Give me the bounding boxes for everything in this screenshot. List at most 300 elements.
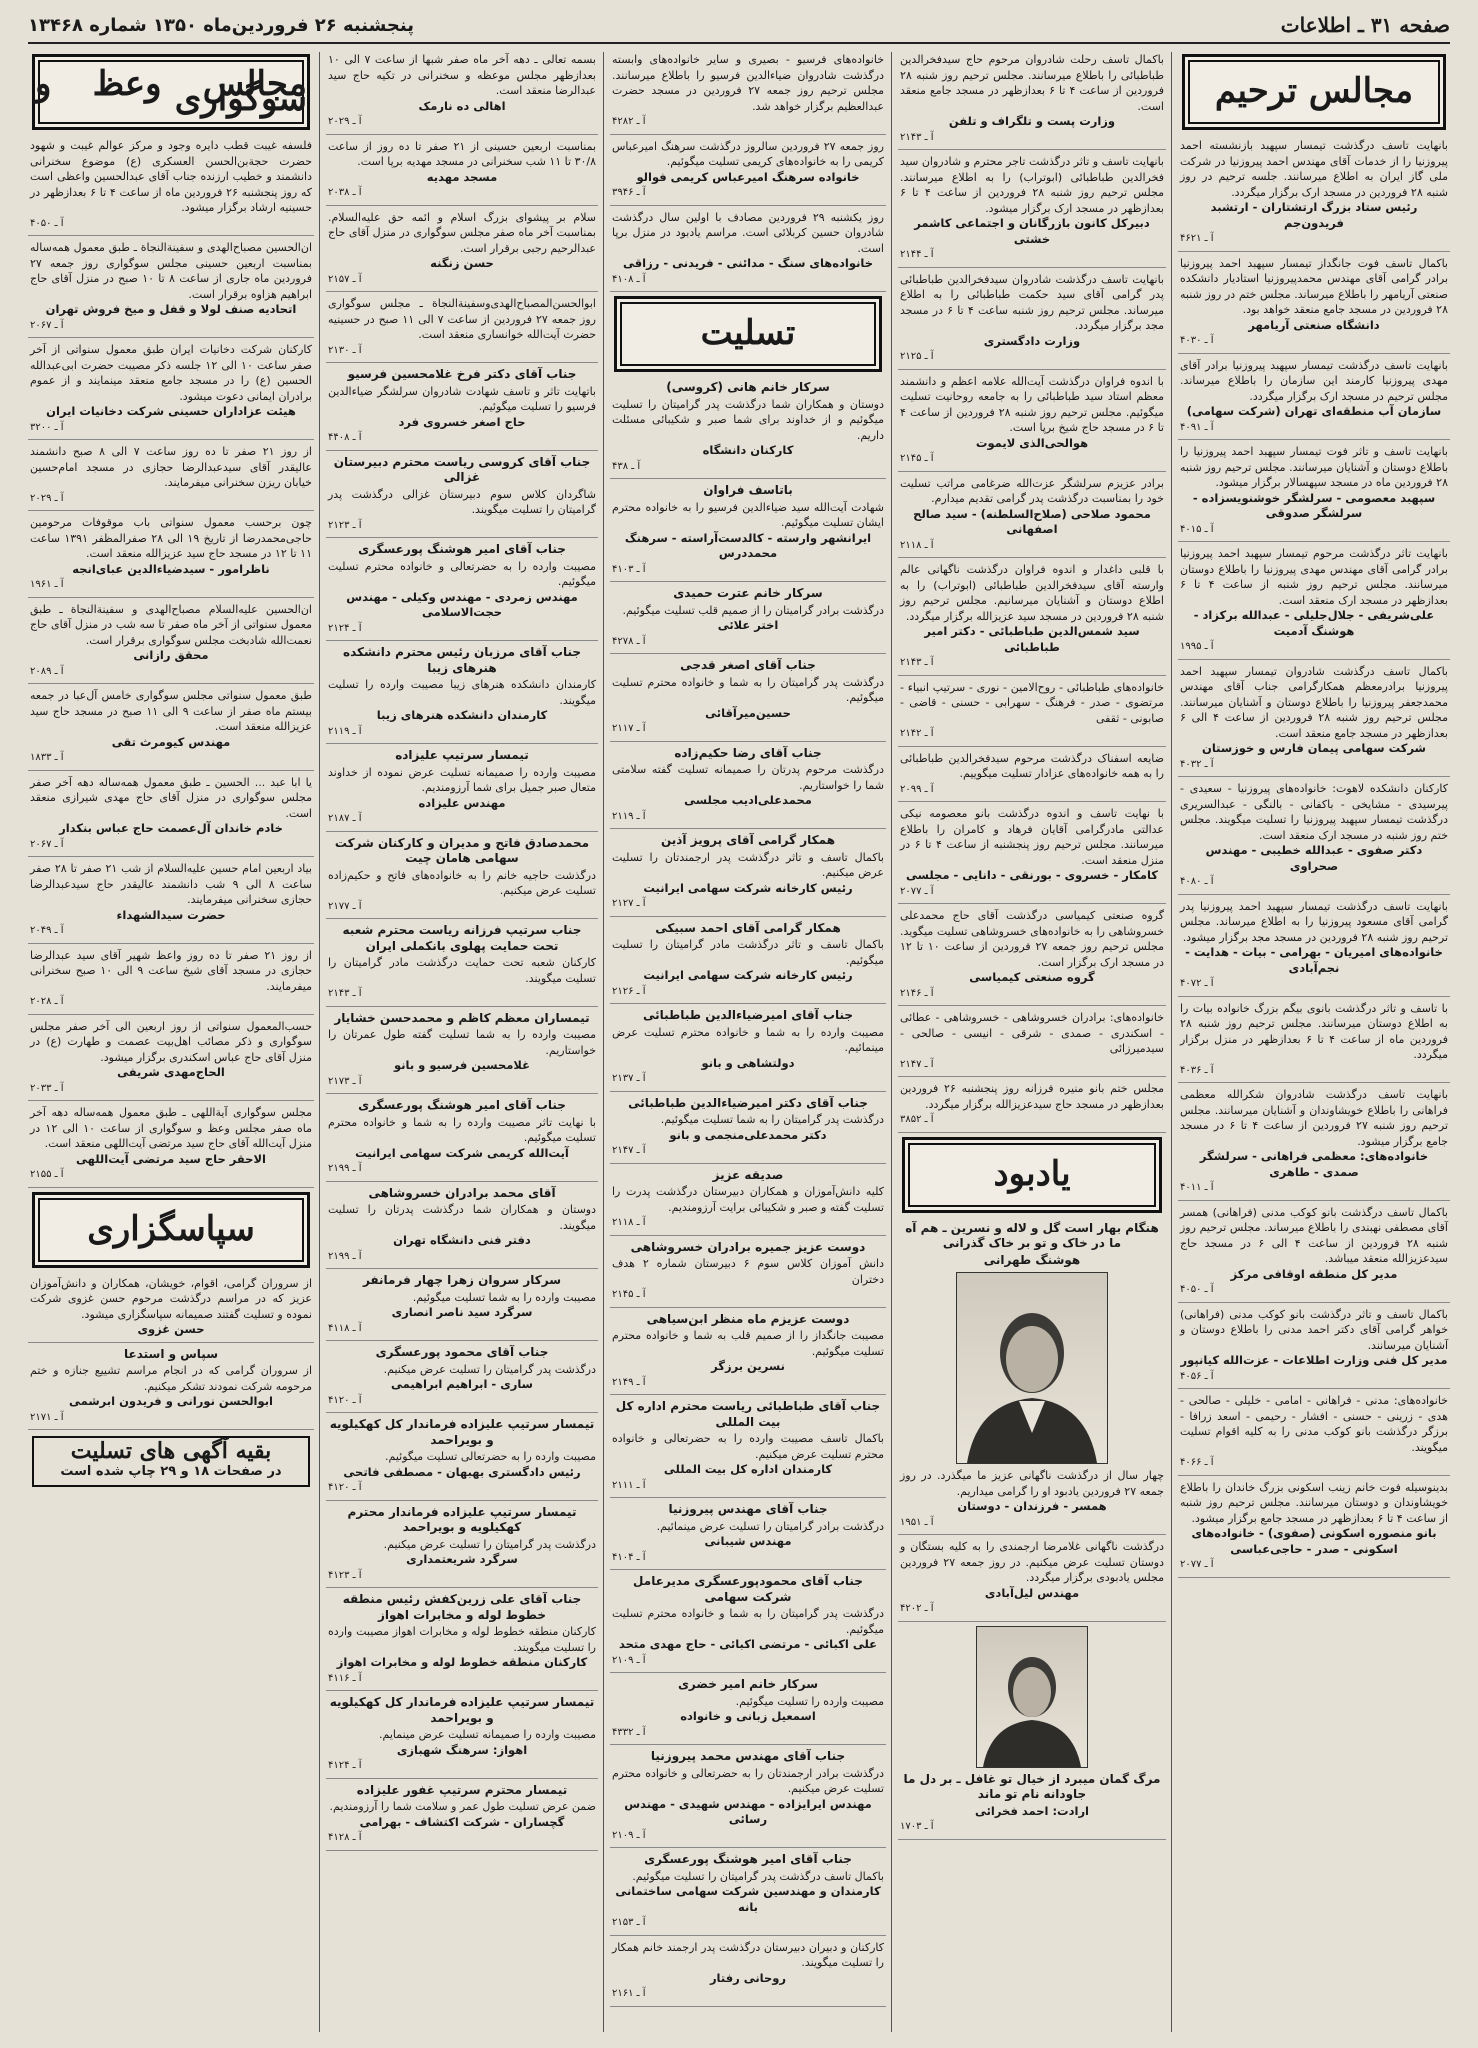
notice-signature: خانواده‌های: معظمی فراهانی - سرلشگر صمدی - طاهری (1199, 1149, 1429, 1179)
notice-item (610, 586, 886, 654)
section-header-thanks: سپاسگزاری (32, 1192, 310, 1268)
notice-body: از سروران گرامی که در انجام مراسم تشییع جنازه و ختم مرحومه شرکت نمودند تشکر میکنیم. (30, 1364, 312, 1393)
column-2 (898, 52, 1166, 2032)
notice-code: آ ـ ۲۰۶۷ (30, 319, 64, 331)
notice-code: آ ـ ۲۱۴۷ (612, 1145, 646, 1156)
notice-body: مجلس ختم بانو منیره فرزانه روز پنجشنبه ۲۶ فروردین بعدازظهر در مسجد حاج سیدعزیزالله برگزار میگردد. (900, 1082, 1164, 1111)
notice-signature: سرگرد شریعتمداری (406, 1552, 518, 1566)
notice-code: آ ـ ۴۱۱۶ (328, 1672, 362, 1684)
notice-signature: محمدعلی‌ادیب مجلسی (684, 793, 812, 807)
notice-body: دوستان و همکاران شما درگذشت پدرتان را تسلیت میگویند. (328, 1203, 596, 1232)
notice-code: آ ـ ۴۱۰۴ (612, 1551, 646, 1563)
notice-item (610, 921, 886, 1005)
notice-code: آ ـ ۴۱۲۳ (328, 1569, 362, 1581)
notice-body: باکمال تاسف درگذشت شادروان تیمسار سپهبد احمد پیروزنیا برادرمعظم همکارگرامی جناب آقای مهندس محمدجعفر پیروزنیا را باطلاع دوستان و آشنایان میرسانند. مجلس ترحیم روز شنبه ۲۸ فروردین از ساعت ۴ الی ۶ بعدازظهر در مسجد جامع منعقد است. (1180, 664, 1448, 740)
column-memorials (1178, 52, 1450, 2032)
notice-item (898, 154, 1166, 268)
notice-signature: کارکنان منطقه خطوط لوله و مخابرات اهواز (336, 1655, 588, 1669)
notice-title: جناب آقای امیر هوشنگ پورعسگری (358, 542, 566, 556)
notice-body: مصیبت جانگداز را از صمیم قلب به شما و خانواده محترم تسلیت میگوئیم. (612, 1329, 884, 1358)
remembrance-notice (898, 1626, 1166, 1840)
continued-subtitle: در صفحات ۱۸ و ۲۹ چاپ شده است (60, 1463, 282, 1479)
notice-item (898, 562, 1166, 676)
notice-code: آ ـ ۲۰۳۸ (328, 187, 362, 198)
notice-code: آ ـ ۲۱۱۹ (328, 725, 362, 737)
notice-signature: ساری - ابراهیم ابراهیمی (391, 1377, 533, 1391)
notice-body: درگذشت پدر گرامیتان را به شما و خانواده محترم تسلیت میگوئیم. (612, 675, 884, 704)
notice-title: دوست عزیز جمیره برادران خسروشاهی (630, 1239, 866, 1254)
notice-item (610, 746, 886, 830)
notice-title: جناب آقای علی زرین‌کفش رئیس منطقه خطوط لوله و مخابرات اهواز (342, 1592, 582, 1622)
notice-body: بدینوسیله فوت خانم زینب اسکونی بزرگ خاندان را باطلاع خویشاوندان و دوستان میرسانند. مجلس ترحیم روز شنبه از ساعت ۴ تا ۶ بعدازظهر در مسجد جامع برگزار میشود. (1180, 1480, 1448, 1525)
notice-signature: اتحادیه صنف لولا و قفل و میخ فروش تهران (45, 302, 297, 316)
notice-signature: حسن غزوی (137, 1322, 205, 1336)
notice-code: آ ـ ۲۱۹۹ (328, 1250, 362, 1262)
notice-code: آ ـ ۲۱۱۹ (612, 810, 646, 822)
notice-code: آ ـ ۴۰۳۲ (1180, 758, 1214, 770)
notice-code: آ ـ ۴۱۰۸ (612, 273, 646, 285)
notice-code: آ ـ ۴۳۸ (612, 460, 641, 472)
notice-list (28, 138, 314, 1188)
notice-code: آ ـ ۴۱۲۰ (328, 1394, 362, 1406)
notice-body: درگذشت برادر گرامیتان را از صمیم قلب تسلیت میگوئیم. (622, 603, 884, 617)
notice-list (610, 52, 886, 292)
notice-body: بانهایت تاسف درگذشت شادروان سیدفخرالدین طباطبائی پدر گرامی آقای سید حکمت طباطبائی را به اطلاع میرساند. مجلس ترحیم روز شنبه ساعت ۴ تا ۶ در مسجد مجد برگزار میگردد. (900, 272, 1164, 332)
notice-item (1178, 1001, 1450, 1084)
notice-body: کلیه دانش‌آموزان و همکاران دبیرستان درگذشت پدرت را تسلیت گفته و صبر و شکیبائی برایت آرزومندیم. (612, 1185, 884, 1214)
notice-signature: خانواده‌های سنگ - مدائنی - فریدنی - رزاقی (622, 256, 874, 270)
notice-item (610, 380, 886, 479)
notice-signature: مسجد مهدیه (426, 169, 498, 184)
notice-body: مصیبت وارده را تسلیت میگوئیم. (735, 1694, 884, 1708)
notice-body: باکمال تاسف مصیبت وارده را به حضرتعالی و خانواده محترم تسلیت عرض میکنیم. (612, 1432, 884, 1461)
notice-item (898, 1010, 1166, 1077)
notice-body: چون برحسب معمول سنواتی باب موقوفات مرحومین حاجی‌محمدرضا از تاریخ ۱۹ الی ۲۸ صفرالمظفر ۱۳۹۱ ساعت ۱۱ تا ۱۲ در مسجد حاج سید عزیزالله منعقد است. (30, 516, 312, 560)
remembrance-code: آ ـ ۱۹۵۱ (900, 1516, 934, 1528)
notice-body: کارکنان منطقه خطوط لوله و مخابرات اهواز مصیبت وارده را تسلیت میگویند. (328, 1625, 596, 1654)
notice-item (28, 1276, 314, 1343)
notice-body: مصیبت وارده را صمیمانه تسلیت عرض مینمایم. (379, 1728, 596, 1741)
remembrance-notice (898, 1539, 1166, 1622)
notice-title: تیمساران معظم کاظم و محمدحسن خشایار (334, 1010, 590, 1025)
notice-title: تیمسار سرتیپ علیزاده فرماندار محترم کهکیلویه و بویراحمد (347, 1504, 577, 1534)
notice-item (898, 374, 1166, 472)
notice-signature: بانو منصوره اسکونی (صفوی) - خانواده‌های اسکونی - صدر - حاجی‌عباسی (1191, 1526, 1437, 1556)
masthead (28, 8, 1450, 44)
notice-signature: محقق رازانی (133, 648, 209, 662)
notice-code: آ ـ ۲۱۱۸ (612, 1217, 646, 1228)
notice-body: بانهایت تاسف و تاثر فوت تیمسار سپهبد احمد پیروزنیا را باطلاع دوستان و آشنایان میرسانند. مجلس ترحیم روز شنبه ۲۸ فروردین ماه در مسجد سپهسالار برگزار میشود. (1180, 445, 1448, 489)
notice-item (326, 542, 598, 641)
notice-signature: اهواز: سرهنگ شهبازی (396, 1742, 528, 1757)
notice-title: تیمسار محترم سرتیپ غفور علیزاده (356, 1782, 568, 1797)
remembrance-sign: همسر - فرزندان - دوستان (957, 1499, 1107, 1513)
notice-code: آ ـ ۴۱۱۸ (328, 1322, 362, 1334)
notice-code: آ ـ ۳۲۰۰ (30, 421, 64, 433)
notice-signature: هوالحی‌الذی لایموت (975, 435, 1089, 450)
notice-code: آ ـ ۲۱۵۵ (30, 1169, 64, 1180)
notice-signature: مدیر کل منطقه اوقافی مرکز (1230, 1266, 1398, 1281)
notice-item (898, 908, 1166, 1006)
notice-code: آ ـ ۲۱۷۷ (328, 900, 362, 912)
notice-item (326, 367, 598, 451)
notice-title: همکار گرامی آقای احمد سبیکی (655, 920, 841, 935)
notice-code: آ ـ ۲۱۹۹ (328, 1163, 362, 1174)
notice-title: جناب آقای کروسی ریاست محترم دبیرستان غزالی (333, 454, 591, 484)
notice-title: جناب آقای رضا حکیم‌زاده (674, 745, 822, 760)
notice-body: روز جمعه ۲۷ فروردین سالروز درگذشت سرهنگ امیرعباس کریمی را به خانواده‌های کریمی تسلیت میگوئیم. (612, 139, 884, 168)
notice-code: آ ـ ۴۰۵۶ (1180, 1370, 1214, 1382)
notice-code: آ ـ ۴۱۰۳ (612, 563, 646, 575)
notice-signature: کامکار - خسروی - بورنقی - دانایی - مجلسی (906, 868, 1158, 882)
notice-code: آ ـ ۲۰۲۸ (30, 996, 64, 1007)
notice-item (326, 210, 598, 293)
notice-code: آ ـ ۲۰۲۹ (30, 492, 64, 504)
notice-item (1178, 138, 1450, 252)
notice-title: جناب آقای طباطبائی ریاست محترم اداره کل بیت المللی (615, 1399, 881, 1429)
notice-item (28, 1019, 314, 1102)
column-divider (603, 52, 604, 2032)
notice-item (326, 645, 598, 744)
notice-code: آ ـ ۴۴۰۸ (328, 432, 362, 443)
notice-item (898, 751, 1166, 803)
notice-item (28, 688, 314, 771)
notice-signature: روحانی رفتار (709, 1970, 787, 1985)
notice-item (610, 1399, 886, 1498)
notice-title: جناب آقای مهندس پیروزنیا (668, 1502, 828, 1516)
notice-body: برادر عزیزم سرلشگر عزت‌الله ضرغامی مراتب تسلیت خود را بمناسبت درگذشت پدر گرامی تقدیم میدارم. (900, 476, 1164, 505)
portrait-photo (976, 1626, 1088, 1768)
notice-body: باکمال تاسف و تاثر درگذشت مادر گرامیتان را تسلیت میگوئیم. (612, 938, 884, 967)
notice-signature: الحاج‌مهدی شریفی (117, 1065, 225, 1079)
notice-body: ان‌الحسین علیه‌السلام مصباح‌الهدی و سفینة‌النجاة ـ طبق معمول سنواتی از آخر ماه صفر تا سه شب در منزل آقای حاج نعمت‌الله شادبخت مجلس سوگواری برقرار است. (30, 602, 312, 647)
notice-item (326, 1345, 598, 1413)
notice-body: دوستان و همکاران شما درگذشت پدر گرامیتان را تسلیت میگوئیم و از خداوند برای شما صبر و شکیبائی مسئلت داریم. (612, 397, 884, 442)
notice-code: آ ـ ۳۹۴۶ (612, 187, 646, 198)
notice-code: آ ـ ۲۰۴۹ (30, 925, 64, 936)
notice-signature: دانشگاه صنعتی آریامهر (1248, 317, 1380, 332)
remembrance-poem: هنگام بهار است گل و لاله و نسرین ـ هم آه ما در خاک و تو بر خاک گذرانی (905, 1220, 1159, 1250)
notice-list (1178, 138, 1450, 1578)
notice-signature: خادم خاندان آل‌عصمت حاج عباس بنکدار (59, 821, 283, 835)
notice-title: جناب آقای محمود پورعسگری (375, 1345, 549, 1359)
notice-item (28, 515, 314, 598)
notice-item (610, 1168, 886, 1236)
notice-item (326, 455, 598, 539)
notice-code: آ ـ ۴۲۸۲ (612, 116, 646, 127)
notice-item (610, 1502, 886, 1570)
notice-body: درگذشت مرحوم پدرتان را صمیمانه تسلیت گفته سلامتی شما را خواستاریم. (612, 763, 884, 792)
notice-item (898, 52, 1166, 150)
notice-signature: دکتر صفوی - عبدالله خطیبی - مهندس صحراوی (1205, 843, 1423, 873)
notice-signature: سرگرد سید ناصر انصاری (391, 1305, 533, 1319)
notice-item (610, 1677, 886, 1745)
notice-code: آ ـ ۴۰۵۰ (1180, 1284, 1214, 1295)
notice-item (610, 52, 886, 135)
notice-body: از سروران گرامی، اقوام، خویشان، همکاران و دانش‌آموزان عزیز که در مراسم درگذشت مرحوم حسن غزوی شرکت نموده و تسلیت گفتند صمیمانه سپاسگزاری میشود. (30, 1276, 312, 1321)
notice-body: درگذشت پدر گرامیتان را تسلیت عرض میکنیم. (383, 1537, 596, 1551)
section-header-condolence: تسلیت (614, 296, 882, 372)
notice-body: ضایعه اسفناک درگذشت مرحوم سیدفخرالدین طباطبائی را به همه خانواده‌های عزادار تسلیت میگوییم. (900, 751, 1164, 780)
notice-code: آ ـ ۱۹۹۵ (1180, 641, 1214, 652)
notice-signature: حضرت سیدالشهداء (116, 907, 226, 922)
notice-item (1178, 1205, 1450, 1303)
notice-signature: ابوالحسن نورانی و فریدون ابرشمی (69, 1394, 273, 1408)
notice-item (610, 139, 886, 206)
notice-signature: حاج اصغر خسروی فرد (398, 414, 526, 429)
notice-body: بانهایت تاثر درگذشت مرحوم تیمسار سپهبد احمد پیروزنیا برادر گرامی آقای مهندس مهدی پیروزنیا را باطلاع دوستان میرسانند. مجلس ترحیم روز شنبه از ساعت ۴ تا ۶ بعدازظهر در مسجد ارک منعقد است. (1180, 547, 1448, 607)
notice-body: حسب‌المعمول سنواتی از روز اربعین الی آخر صفر مجلس سوگواری و ذکر مصائب اهل‌بیت عصمت و طهارت (ع) در منزل آقای حاج عباس اسکندری برگزار میشود. (30, 1019, 312, 1064)
notice-signature: هیئت عزاداران حسینی شرکت دخانیات ایران (46, 404, 296, 418)
notice-title: جناب آقای دکتر فرخ غلامحسین فرسیو (347, 367, 577, 381)
notice-code: آ ـ ۴۲۷۸ (612, 635, 646, 647)
notice-item (326, 139, 598, 206)
notice-code: آ ـ ۲۱۳۷ (612, 1073, 646, 1084)
notice-item (326, 1098, 598, 1182)
notice-code: آ ـ ۴۳۳۲ (612, 1726, 646, 1738)
notice-item (326, 296, 598, 363)
notice-signature: دولتشاهی و بانو (701, 1055, 795, 1070)
notice-item (1178, 664, 1450, 778)
notice-signature: حسین‌میرآقائی (705, 705, 791, 720)
notice-body: روز یکشنبه ۲۹ فروردین مصادف با اولین سال درگذشت شادروان حسین کربلائی است. مراسم یادبود در منزل برپا است. (612, 210, 884, 255)
notice-item (898, 476, 1166, 559)
notice-item (28, 1347, 314, 1431)
notice-title: آقای محمد برادران خسروشاهی (368, 1185, 556, 1200)
remembrance3-sign: ارادت: احمد فخرائی (974, 1803, 1090, 1818)
column-divider (891, 52, 892, 2032)
notice-body: بانهایت تاسف درگذشت تیمسار سپهبد احمد پیروزنیا پدر گرامی آقای مسعود پیروزنیا را به اطلاع میرساند. مجلس ترحیم روز شنبه ۲۸ فروردین در مسجد مجد برگزار میشود. (1180, 899, 1448, 944)
notice-code: آ ـ ۲۱۴۵ (612, 1289, 646, 1300)
notice-body: باکمال تاسف و تاثر درگذشت بانو کوکب مدنی (فراهانی) خواهر گرامی آقای دکتر احمد مدنی را باطلاع دوستان و آشنایان میرسانند. (1180, 1307, 1448, 1352)
notice-item (326, 1186, 598, 1270)
remembrance3-code: آ ـ ۱۷۰۳ (900, 1821, 934, 1832)
remembrance2-code: آ ـ ۴۲۰۲ (900, 1603, 934, 1614)
notice-code: آ ـ ۲۱۴۲ (900, 728, 934, 739)
notice-code: آ ـ ۱۸۳۳ (30, 752, 64, 763)
notice-item (326, 748, 598, 832)
notice-item (610, 483, 886, 582)
condolence-list (610, 380, 886, 2007)
notice-code: آ ـ ۲۱۱۸ (900, 539, 934, 551)
notice-body: باکمال تاسف رحلت شادروان مرحوم حاج سیدفخرالدین طباطبائی را باطلاع میرسانند. مجلس ترحیم روز شنبه ۲۸ فروردین از ساعت ۴ تا ۶ بعدازظهر در مسجد جامع منعقد است. (900, 53, 1165, 113)
notice-signature: مهندس زمردی - مهندس وکیلی - مهندس حجت‌الاسلامی (346, 589, 578, 619)
notice-item (610, 210, 886, 293)
notice-signature: علی اکبائی - مرتضی اکبائی - حاج مهدی متحد (618, 1637, 878, 1651)
notice-code: آ ـ ۴۰۶۶ (1180, 1457, 1214, 1468)
notice-signature: اهالی ده نارمک (418, 98, 506, 113)
notice-body: کارکنان دانشکده لاهوت: خانواده‌های پیروزنیا - سعیدی - پیرسیدی - مشایخی - باکفانی - بالنگی - عبدالسریری درگذشت تیمسار سپهبد پیروزنیا را تسلیت میگویند. مجلس ختم روز شنبه در مسجد ارک منعقد است. (1180, 782, 1448, 842)
notice-code: آ ـ ۲۱۵۳ (612, 1917, 646, 1928)
section-header-remembrance: یادبود (902, 1137, 1162, 1213)
notice-signature: خانواده‌های امیریان - بهرامی - بیات - هدایت - نجم‌آبادی (1185, 945, 1443, 975)
notice-item (28, 948, 314, 1015)
notice-signature: کارکنان دانشگاه (702, 443, 794, 457)
notice-item (28, 138, 314, 236)
notice-signature: ناظرامور - سیدضیاءالدین عبای‌انجه (72, 561, 270, 576)
notice-signature: رئیس ستاد بزرگ ارتشتاران - ارتشبد فریدون‌جم (1210, 200, 1418, 230)
notice-body: بمناسبت اربعین حسینی از ۲۱ صفر تا ده روز از ساعت ۳۰/۸ تا ۱۱ شب سخنرانی در مسجد مهدیه برپا است. (328, 139, 597, 168)
notice-code: آ ـ ۴۰۳۶ (1180, 1064, 1214, 1076)
remembrance2-sign: مهندس لیل‌آبادی (984, 1585, 1080, 1600)
notice-code: آ ـ ۴۶۲۱ (1180, 233, 1214, 244)
notice-item (898, 806, 1166, 904)
notice-item (1178, 781, 1450, 895)
notice-body: ضمن عرض تسلیت طول عمر و سلامت شما را آرزومندیم. (329, 1800, 596, 1813)
notice-body: درگذشت پدر گرامیتان را به شما و خانواده محترم تسلیت میگوئیم. (612, 1607, 884, 1636)
notice-body: کارکنان شرکت دخانیات ایران طبق معمول سنواتی از آخر صفر ساعت ۱۰ الی ۱۲ جلسه ذکر مصیبت حضرت ابی‌عبدالله الحسین (ع) را در مسجد جامع منعقد مینمایند و از عموم برادران ایمانی دعوت میشود. (30, 343, 312, 403)
notice-signature: دبیرکل کانون بازرگانان و اجتماعی کاشمر خشتی (914, 216, 1150, 246)
remembrance-notice (898, 1221, 1166, 1536)
notice-signature: وزارت پست و تلگراف و تلفن (948, 114, 1116, 128)
notice-item (28, 602, 314, 685)
notice-title: محمدصادق فاتح و مدیران و کارکنان شرکت سهامی هامان چیت (334, 835, 590, 865)
notice-code: آ ـ ۲۱۶۱ (612, 1988, 646, 1999)
notice-code: آ ـ ۴۰۹۱ (1180, 421, 1214, 433)
continued-notice (32, 1436, 310, 1487)
notice-code: آ ـ ۲۱۲۳ (328, 519, 362, 531)
notice-item (898, 680, 1166, 747)
notice-item (898, 1081, 1166, 1133)
notice-body: یا ابا عبد ... الحسین ـ طبق معمول همه‌ساله دهه آخر صفر مجلس سوگواری در منزل آقای حاج مهدی شیرازی منعقد است. (30, 775, 312, 820)
notice-signature: گچساران - شرکت اکتشاف - بهرامی (359, 1814, 565, 1829)
notice-body: بانهایت تاسف درگذشت تیمسار سپهبد پیروزنیا برادر آقای مهدی پیروزنیا کارمند این سازمان را باطلاع میرساند. مجلس ترحیم در مسجد ارک برگزار میگردد. (1180, 358, 1448, 403)
notice-code: آ ـ ۲۱۲۷ (612, 898, 646, 909)
notice-code: آ ـ ۲۱۴۵ (900, 453, 934, 464)
notice-body: باتهایت تاثر و تاسف شهادت شادروان سرلشگر ضیاءالدین فرسیو را تسلیت میگوئیم. (328, 384, 596, 413)
notice-title: سرکار خانم عترت حمیدی (673, 586, 823, 600)
notice-signature: دفتر فنی دانشگاه تهران (393, 1233, 531, 1247)
notice-body: فلسفه غیبت قطب دایره وجود و مرکز عوالم غیبت و شهود حضرت حجة‌بن‌الحسن العسکری (ع) موضوع سخنرانی دانشمند و خطیب ارزنده جناب آقای عبدالحسین واعظی است که روز پنجشنبه ۲۶ فروردین ماه از ساعت ۴ تا ۶ بعدازظهر در حسینیه ارشاد برگزار میشود. (30, 139, 313, 214)
notice-title: سرکار خانم هانی (کروسی) (666, 380, 830, 394)
notice-body: بسمه تعالی ـ دهه آخر ماه صفر شبها از ساعت ۷ الی ۱۰ بعدازظهر مجلس موعظه و سخنرانی در تکیه حاج سید عبدالرضا منعقد است. (328, 53, 596, 97)
column-sermons (28, 52, 314, 2032)
remembrance3-poem: مرگ گمان میبرد از خیال تو غافل ـ بر دل ما جاودانه نام تو ماند (903, 1771, 1161, 1801)
notice-body: درگذشت برادر ارجمندتان را به حضرتعالی و خانواده محترم تسلیت عرض میکنیم. (612, 1766, 884, 1795)
notice-code: آ ـ ۲۱۱۱ (612, 1479, 646, 1491)
notice-signature: رئیس دادگستری بهبهان - مصطفی فاتحی (343, 1464, 581, 1479)
notice-signature: خانواده سرهنگ امیرعباس کریمی فوالو (636, 169, 860, 184)
notice-body: گروه صنعتی کیمیاسی درگذشت آقای حاج محمدعلی خسروشاهی را به خانواده‌های خسروشاهی تسلیت میگوید. مجلس ترحیم روز جمعه ۲۷ فروردین از ساعت ۱۰ تا ۱۲ در مسجد ارک برگزار است. (900, 909, 1165, 969)
notice-body: با اندوه فراوان درگذشت آیت‌الله علامه اعظم و دانشمند معظم استاد سید طباطبائی را به جامعه روحانیت تسلیت میگوئیم. مجلس ترحیم روز شنبه ۲۸ فروردین از ساعت ۴ تا ۶ در مسجد حاج شیخ برپا است. (900, 374, 1164, 434)
notice-body: کارمندان دانشکده هنرهای زیبا مصیبت وارده را تسلیت میگویند. (328, 678, 596, 707)
notice-signature: محمود صلاحی (صلاح‌السلطنه) - سید صالح اصفهانی (913, 506, 1151, 536)
notice-body: خانواده‌های فرسیو - بصیری و سایر خانواده‌های وابسته درگذشت شادروان ضیاءالدین فرسیو را باطلاع میرسانند. مجلس ترحیم روز جمعه ۲۷ فروردین در مسجد حضرت عبدالعظیم برگزار خواهد شد. (612, 53, 885, 113)
column-divider (319, 52, 320, 2032)
notice-code: آ ـ ۴۰۵۰ (30, 217, 64, 229)
notice-title: تیمسار سرتیپ علیزاده (395, 748, 529, 762)
notice-signature: سپهبد معصومی - سرلشگر خوشنویسزاده - سرلشگر صدوقی (1192, 490, 1436, 520)
notice-signature: غلامحسین فرسیو و بانو (394, 1058, 530, 1072)
notice-signature: ایرانشهر وارسته - کالدست‌آراسته - سرهنگ محمددرس (624, 530, 872, 560)
notice-code: آ ـ ۲۱۴۷ (900, 1058, 934, 1070)
column-4 (326, 52, 598, 2032)
notice-body: باکمال تاسف و تاثر درگذشت پدر ارجمندتان را تسلیت عرض میکنیم. (612, 850, 884, 879)
notice-title: صدیقه عزیز (712, 1167, 784, 1182)
notice-signature: مهندس کیومرث تقی (111, 734, 231, 749)
notice-body: از روز ۲۱ صفر تا ده روز واعظ شهیر آقای سید عبدالرضا حجازی در مسجد آقای شیخ ساعت ۹ الی ۱۰ صبح سخنرانی میفرمایند. (30, 948, 312, 993)
notice-item (610, 1940, 886, 2007)
notice-signature: رئیس کارخانه شرکت سهامی ایرانیت (643, 968, 853, 982)
notice-title: جناب آقای دکتر امیرضیاءالدین طباطبائی (628, 1095, 868, 1110)
notice-title: تیمسار سرتیپ علیزاده فرماندار کل کهکیلویه و بویراحمد (329, 1695, 595, 1725)
notice-item (610, 658, 886, 742)
notice-signature: دکتر محمدعلی‌منجمی و بانو (669, 1127, 827, 1142)
notice-signature: الاحقر حاج سید مرتضی آیت‌اللهی (76, 1151, 266, 1166)
notice-signature: کارمندان و مهندسین شرکت سهامی ساختمانی بانه (615, 1884, 881, 1914)
notice-body: کارکنان و دبیران دبیرستان درگذشت پدر ارجمند خانم همکار را تسلیت میگویند. (612, 1940, 884, 1969)
notice-body: کارکنان شعبه تحت حمایت درگذشت مادر گرامیتان را تسلیت میگویند. (328, 956, 596, 985)
notice-signature: کارمندان دانشکده هنرهای زیبا (376, 708, 548, 722)
notice-body: درگذشت پدر گرامیتان را تسلیت عرض میکنیم. (383, 1362, 596, 1376)
notice-code: آ ـ ۲۱۴۳ (900, 131, 934, 143)
remembrance-name: هوشنگ طهرانی (983, 1252, 1081, 1267)
notice-item (326, 1592, 598, 1691)
remembrance-body: چهار سال از درگذشت ناگهانی عزیز ما میگذرد. در روز جمعه ۲۷ فروردین یادبود او را گرامی میداریم. (900, 1469, 1164, 1498)
notice-item (326, 1011, 598, 1095)
notice-title: جناب آقای مرزبان رئیس محترم دانشکده هنرهای زیبا (342, 645, 582, 675)
notice-title: دوست عزیزم ماه منظر ابن‌سیاهی (646, 1311, 850, 1326)
notice-body: مصیبت وارده را به شما و خانواده محترم تسلیت عرض مینمائیم. (612, 1025, 884, 1054)
notice-body: خانواده‌های: برادران خسروشاهی - خسروشاهی - عطائی - اسکندری - صمدی - شرقی - انیسی - صالحی - سیدمیرزائی (900, 1011, 1164, 1055)
notice-signature: نسرین برزگر (711, 1359, 785, 1373)
notice-title: جناب آقای اصغر قدجی (680, 658, 816, 672)
notice-item (1178, 1087, 1450, 1201)
notice-title: جناب آقای امیر هوشنگ پورعسگری (644, 1852, 852, 1866)
notice-body: شهادت آیت‌الله سید ضیاءالدین فرسیو را به خانواده محترم ایشان تسلیت میگوئیم. (612, 500, 884, 529)
continued-title: بقیه آگهی های تسلیت (70, 1438, 272, 1464)
notice-signature: گروه صنعتی کیمیاسی (969, 970, 1095, 984)
notice-body: دانش آموزان کلاس سوم ۶ دبیرستان شماره ۲ هدف دختران (612, 1257, 884, 1286)
notice-code: آ ـ ۲۱۰۹ (612, 1829, 646, 1841)
notice-code: آ ـ ۲۱۷۱ (30, 1411, 64, 1423)
notice-item (1178, 256, 1450, 354)
notice-code: آ ـ ۴۰۱۱ (1180, 1182, 1214, 1193)
notice-body: بانهایت تاسف و تاثر درگذشت تاجر محترم و شادروان سید فخرالدین طباطبائی (ابوتراب) را به اطلاع میرسانند. مجلس ترحیم روز شنبه ۲۸ فروردین از ساعت ۴ تا ۶ بعدازظهر در مسجد ارک برگزار میشود. (900, 155, 1165, 215)
notice-signature: سید شمس‌الدین طباطبائی - دکتر امیر طباطبائی (924, 624, 1140, 654)
notice-code: آ ـ ۲۰۶۷ (30, 838, 64, 850)
notice-list (898, 52, 1166, 1133)
notice-item (610, 1096, 886, 1164)
notice-title: تیمسار سرتیپ علیزاده فرماندار کل کهکیلویه و بویراحمد (329, 1417, 595, 1447)
portrait-photo (956, 1272, 1108, 1464)
notice-code: آ ـ ۲۱۱۷ (612, 723, 646, 734)
notice-signature: اسمعیل زبانی و خانواده (680, 1709, 816, 1723)
notice-item (1178, 1480, 1450, 1578)
notice-code: آ ـ ۲۱۴۹ (612, 1376, 646, 1388)
notice-body: طبق معمول سنواتی مجلس سوگواری خامس آل‌عبا در جمعه بیستم ماه صفر از ساعت ۹ الی ۱۱ صبح در مسجد حاج سید عزیزالله منعقد است. (30, 689, 312, 733)
notice-item (326, 52, 598, 135)
notice-item (326, 1695, 598, 1779)
notice-body: با نهایت تاسف و اندوه درگذشت بانو معصومه نیکی عدالتی مادرگرامی آقایان فرهاد و کامران را باطلاع میرسانند. مجلس ترحیم روز پنجشنبه از ساعت ۴ تا ۶ در منزل منعقد است. (900, 807, 1164, 867)
notice-signature: علی‌شریفی - جلال‌جلیلی - عبدالله برکزاد - هوشنگ آدمیت (1193, 608, 1435, 638)
notice-code: آ ـ ۴۰۳۰ (1180, 335, 1214, 346)
notice-body: باکمال تاسف فوت جانگداز تیمسار سپهبد احمد پیروزنیا برادر گرامی آقای مهندس محمدپیروزنیا استادیار دانشکده صنعتی آریامهر را باطلاع میرساند. مجلس ختم در روز شنبه ۲۸ فروردین در مسجد جامع منعقد خواهد بود. (1180, 256, 1448, 316)
notice-body: بانهایت تاسف درگذشت تیمسار سپهبد بازنشسته احمد پیروزنیا را از خدمات آقای مهندس احمد پیروزنیا در شرکت ملی گاز ایران به اطلاع میرسانند. جلسه ترحیم در روز شنبه ۲۸ فروردین در مسجد ارک برگزار میگردد. (1180, 139, 1448, 199)
notice-item (28, 342, 314, 440)
notice-item (28, 444, 314, 511)
notice-body: مصیبت وارده را به شما تسلیت گفته طول عمرتان را خواستاریم. (328, 1028, 596, 1057)
notice-title: سپاس و استدعا (123, 1346, 219, 1361)
notice-title: باتاسف فراوان (703, 483, 793, 497)
notice-body: با قلبی داغدار و اندوه فراوان درگذشت ناگهانی عالم وارسته آقای سیدفخرالدین طباطبائی (ابوتراب) را به اطلاع دوستان و آشنایان میرسانیم. مجلس ترحیم روز شنبه ۲۸ فروردین در مسجد سید عزیزالله برگزار میگردد. (900, 563, 1164, 623)
section-header-sermons: مجالس وعظ و سوگواری (32, 54, 310, 130)
notice-item (1178, 899, 1450, 997)
portrait-figure (957, 1293, 1107, 1463)
notice-code: آ ـ ۱۹۶۱ (30, 579, 64, 590)
notice-body: باکمال تاسف درگذشت پدر گرامیتان را تسلیت میگوئیم. (632, 1869, 884, 1883)
notice-item (610, 1312, 886, 1396)
